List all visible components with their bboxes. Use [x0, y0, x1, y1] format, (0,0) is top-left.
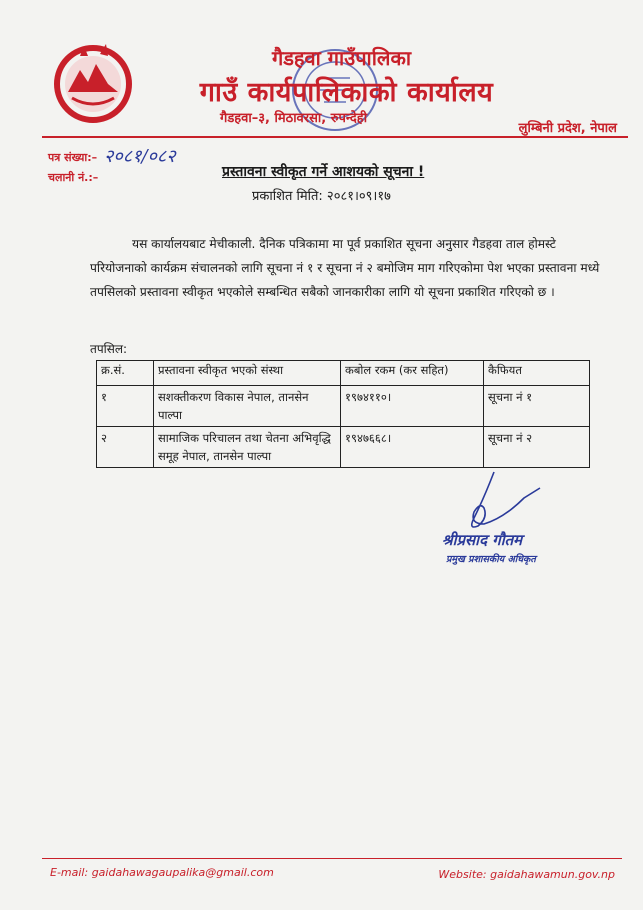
office-address: गैडहवा–३, मिठावरसा, रुपन्देही — [220, 111, 368, 126]
province-label: लुम्बिनी प्रदेश, नेपाल — [518, 121, 617, 136]
cell-sn: १ — [97, 386, 154, 427]
notice-body: यस कार्यालयबाट मेचीकाली. दैनिक पत्रिकामा मा पूर्व प्रकाशित सूचना अनुसार गैडहवा ताल होमस्टे परियोजनाको कार्यक्रम संचालनको लागि सूचना नं १ र सूचना नं २ बमोजिम माग गरिएकोमा पेश भएका प्रस्तावना मध्ये तपसिलको प्रस्तावना स्वीकृत भएकोले सम्बन्धित सबैको जानकारीका लागि यो सूचना प्रकाशित गरिएको छ । — [90, 237, 600, 299]
municipality-name: गैडहवा गाउँपालिका — [271, 46, 412, 70]
published-date: प्रकाशित मिति: २०८१।०९।१७ — [252, 189, 391, 204]
notice-title: प्रस्तावना स्वीकृत गर्ने आशयको सूचना ! — [222, 164, 425, 180]
patra-value: २०८१/०८२ — [104, 146, 176, 167]
signatory-name: श्रीप्रसाद गौतम — [442, 531, 523, 549]
chalani-label: चलानी नं.:– — [48, 171, 99, 184]
col-header-remarks: कैफियत — [484, 361, 590, 386]
cell-remarks: सूचना नं १ — [484, 386, 590, 427]
footer-email: E-mail: gaidahawagaupalika@gmail.com — [50, 866, 274, 879]
cell-amount: १९७४११०। — [341, 386, 484, 427]
accepted-proposals-table — [96, 360, 590, 468]
table-row — [97, 427, 590, 468]
office-name: गाउँ कार्यपालिकाको कार्यालय — [199, 77, 494, 108]
cell-organization: सशक्तीकरण विकास नेपाल, तानसेन पाल्पा — [154, 386, 341, 427]
col-header-organization: प्रस्तावना स्वीकृत भएको संस्था — [154, 361, 341, 386]
patra-label: पत्र संख्या:– — [48, 151, 98, 164]
footer-website: Website: gaidahawamun.gov.np — [438, 868, 615, 881]
cell-organization: सामाजिक परिचालन तथा चेतना अभिवृद्धि समूह नेपाल, तानसेन पाल्पा — [154, 427, 341, 468]
cell-sn: २ — [97, 427, 154, 468]
cell-remarks: सूचना नं २ — [484, 427, 590, 468]
header-divider — [42, 136, 628, 138]
footer-divider — [42, 858, 622, 859]
table-row — [97, 386, 590, 427]
col-header-sn: क्र.सं. — [97, 361, 154, 386]
tapasil-label: तपसिल: — [90, 342, 128, 356]
table-header-row — [97, 361, 590, 386]
cell-amount: १९४७६६८। — [341, 427, 484, 468]
col-header-amount: कबोल रकम (कर सहित) — [341, 361, 484, 386]
signatory-designation: प्रमुख प्रशासकीय अधिकृत — [446, 554, 536, 565]
